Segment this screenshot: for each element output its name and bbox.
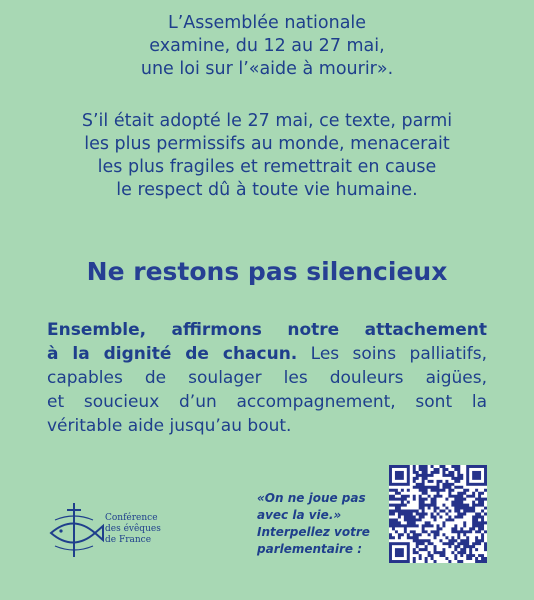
qr-code[interactable] [389,465,487,563]
intro-line: une loi sur l’«aide à mourir». [140,59,394,79]
intro-line: L’Assemblée nationale [167,13,367,33]
body-rest-2: Les soins palliatifs, [297,344,487,364]
body-bold-2: à la dignité de chacun. [47,344,298,364]
qr-code-icon [389,465,487,563]
call-to-action [257,490,382,558]
logo-line: Conférence [105,513,158,523]
fish-cross-icon [47,500,105,560]
warning-line: le respect dû à toute vie humaine. [116,180,418,200]
quote-line: Interpellez votre [257,525,370,539]
logo-line: des évêques [105,524,161,534]
body-line-4: et soucieux d’un accompagnement, sont la [47,392,487,412]
cef-logo [47,500,177,560]
warning-text [0,110,534,202]
body-line-5: véritable aide jusqu’au bout. [47,416,292,436]
quote-line: «On ne joue pas [257,491,366,505]
body-bold-1: Ensemble, affirmons notre attachement [47,320,487,340]
headline: Ne restons pas silencieux [86,257,448,286]
logo-text [105,513,161,546]
intro-text [0,12,534,81]
quote-line: parlementaire : [257,542,363,556]
logo-line: de France [105,535,152,545]
body-paragraph [47,318,487,438]
warning-line: les plus permissifs au monde, menacerait [84,134,450,154]
warning-line: S’il était adopté le 27 mai, ce texte, parmi [81,111,453,131]
intro-line: examine, du 12 au 27 mai, [149,36,385,56]
body-line-3: capables de soulager les douleurs aigües, [47,368,487,388]
warning-line: les plus fragiles et remettrait en cause [97,157,437,177]
quote-line: avec la vie.» [257,508,342,522]
